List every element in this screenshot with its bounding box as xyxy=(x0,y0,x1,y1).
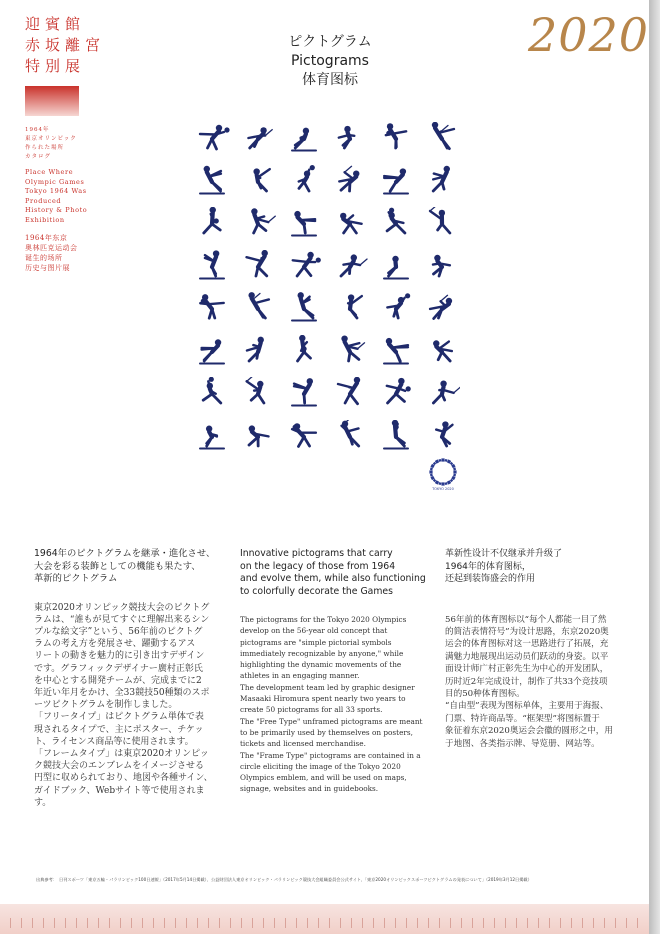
wrestling-icon xyxy=(426,420,460,450)
body-line: Olympics emblem, and will be used on maps, xyxy=(240,773,407,783)
english-column xyxy=(240,548,435,795)
weightlifting-icon xyxy=(380,420,414,450)
water-polo-icon xyxy=(334,420,368,450)
surfing-icon xyxy=(242,377,276,407)
rugby-icon xyxy=(288,335,322,365)
body-line: 東京2020オリンピック競技大会のピクトグ xyxy=(34,602,210,613)
basketball-3x3-icon xyxy=(196,122,230,152)
body-line: 历时近2年完成设计，制作了共33个竞技项 xyxy=(445,676,608,687)
athletics-icon xyxy=(334,122,368,152)
baseball-icon xyxy=(426,122,460,152)
canoe-sprint-icon xyxy=(380,165,414,195)
english-lead: Innovative pictograms that carry on the legacy of those from 1964 and evolve them, while also functioning to colorfully decorate the Games xyxy=(240,548,426,597)
body-line: 目的50种体育图标。 xyxy=(445,688,525,699)
cycling-bmx-freestyle-icon xyxy=(426,165,460,195)
japanese-body xyxy=(34,602,224,809)
diving-icon xyxy=(380,207,414,237)
marathon-swimming-icon xyxy=(380,292,414,322)
body-line: highlighting the dynamic movements of the xyxy=(240,660,402,670)
body-line: す。 xyxy=(34,797,52,808)
skateboarding-icon xyxy=(426,335,460,365)
japanese-column xyxy=(34,548,224,809)
body-line: 的简洁表情符号”为设计思路，东京2020奥 xyxy=(445,626,609,637)
brand-line-3: 特別展 xyxy=(25,57,86,75)
table-tennis-icon xyxy=(334,377,368,407)
hockey-icon xyxy=(196,292,230,322)
football-icon xyxy=(334,250,368,280)
body-line: The pictograms for the Tokyo 2020 Olympics xyxy=(240,615,407,624)
beach-volleyball-icon xyxy=(242,165,276,195)
sport-climbing-icon xyxy=(196,377,230,407)
golf-icon xyxy=(380,250,414,280)
japanese-lead: 1964年のピクトグラムを継承・進化させ、 大会を彩る装飾としての機能も果たす、 革新的ピクトグラム xyxy=(34,548,216,584)
body-line: 运会的体育图标对这一思路进行了拓展，充 xyxy=(445,639,609,650)
page-edge xyxy=(649,0,660,934)
chinese-body xyxy=(445,614,635,750)
karate-kata-icon xyxy=(288,292,322,322)
body-line: ガイドブック、Webサイト等で使用されま xyxy=(34,785,205,796)
body-line: athletes in an engaging manner. xyxy=(240,671,360,681)
body-line: 「フレームタイプ」は東京2020オリンピッ xyxy=(34,748,209,759)
body-line: 满魅力地展现出运动员们跃动的身姿。以平 xyxy=(445,651,609,662)
body-line: 象征着东京2020奥运会会徽的圆形之中，用 xyxy=(445,726,613,737)
equestrian-jumping-icon xyxy=(242,250,276,280)
body-line: 円型に収められており、地図や各種サイン、 xyxy=(34,773,213,784)
tennis-icon xyxy=(426,377,460,407)
body-line: 面设计师广村正彰先生为中心的开发团队， xyxy=(445,664,609,675)
fencing-icon xyxy=(288,250,322,280)
chinese-exhibition-title: 1964年东京 奥林匹克运动会 诞生的场所 历史与图片展 xyxy=(25,234,78,272)
brand-line-1: 迎賓館 xyxy=(25,15,86,33)
body-line: create 50 pictograms for all 33 sports. xyxy=(240,705,383,715)
title-chinese: 体育图标 xyxy=(302,72,358,88)
tokyo-2020-emblem-icon xyxy=(426,458,460,494)
body-line: signage, websites and in guidebooks. xyxy=(240,784,379,794)
emblem-label: TOKYO 2020 xyxy=(432,487,454,491)
cycling-bmx-racing-icon xyxy=(196,207,230,237)
body-line: The "Free Type" unframed pictograms are meant xyxy=(240,716,423,726)
body-line: プルな絵文字”という、56年前のピクトグ xyxy=(34,626,203,637)
chinese-lead: 革新性设计不仅继承并升级了 1964年的体育图标， 还起到装饰盛会的作用 xyxy=(445,549,563,584)
badminton-icon xyxy=(380,122,414,152)
body-line: circle eliciting the image of the Tokyo 2020 xyxy=(240,761,401,771)
body-line: ト、ライセンス商品等に使用されます。 xyxy=(34,736,194,747)
basketball-icon xyxy=(196,165,230,195)
equestrian-eventing-icon xyxy=(196,250,230,280)
shooting-icon xyxy=(380,335,414,365)
body-line: tickets and licensed merchandise. xyxy=(240,739,366,749)
body-line: ク競技大会のエンブレムをイメージさせる xyxy=(34,761,205,772)
body-line: develop on the 56-year old concept that xyxy=(240,626,388,636)
body-line: 現されるタイプで、主にポスター、チケッ xyxy=(34,724,204,735)
sailing-icon xyxy=(334,335,368,365)
handball-icon xyxy=(426,250,460,280)
chinese-column xyxy=(445,548,635,750)
trampoline-icon xyxy=(196,420,230,450)
exhibition-brand xyxy=(25,14,106,273)
body-line: “自由型”表现为图标单体，主要用于海报、 xyxy=(445,701,609,712)
pictogram-grid xyxy=(196,122,472,500)
body-line: ラムは、“誰もが見てすぐに理解出来るシン xyxy=(34,614,210,625)
volleyball-icon xyxy=(288,420,322,450)
body-line: を中心とする開発チームが、完成までに2 xyxy=(34,675,202,686)
ruler-ticks xyxy=(10,918,639,928)
brand-line-2: 赤坂離宮 xyxy=(25,36,106,54)
rowing-icon xyxy=(242,335,276,365)
body-line: immediately recognizable by anyone," while xyxy=(240,648,404,658)
gradient-block xyxy=(25,86,79,116)
body-line: 于地图、各类指示牌、导览册、网站等。 xyxy=(445,738,600,749)
year-heading: 2020 xyxy=(528,8,650,62)
body-line: ーツピクトグラムを制作しました。 xyxy=(34,700,178,711)
body-line: リートの動きを魅力的に引き出すデザイン xyxy=(34,651,205,662)
boxing-icon xyxy=(288,165,322,195)
swimming-icon xyxy=(288,377,322,407)
body-line: pictograms are "simple pictorial symbols xyxy=(240,637,392,647)
title-japanese: ピクトグラム xyxy=(288,34,372,50)
small-japanese-caption: 1964年 東京オリンピック 作られた場所 カタログ xyxy=(25,127,77,160)
body-line: 门票、特许商品等。“框架型”将图标置于 xyxy=(445,713,600,724)
english-exhibition-title: Place Where Olympic Games Tokyo 1964 Was Produced History & Photo Exhibition xyxy=(25,168,88,224)
english-body xyxy=(240,614,435,795)
body-line: Masaaki Hiromura spent nearly two years to xyxy=(240,694,406,704)
body-line: 「フリータイプ」はピクトグラム単体で表 xyxy=(34,712,204,723)
body-line: 年近い年月をかけ、全33競技50種類のスポ xyxy=(34,687,210,698)
judo-icon xyxy=(242,292,276,322)
triathlon-icon xyxy=(242,420,276,450)
body-line: The "Frame Type" pictograms are contained in a xyxy=(240,750,421,760)
canoe-slalom-icon xyxy=(334,165,368,195)
modern-pentathlon-icon xyxy=(426,292,460,322)
body-line: The development team led by graphic designer xyxy=(240,682,415,692)
body-line: to be primarily used by themselves on posters, xyxy=(240,727,413,737)
cycling-track-icon xyxy=(334,207,368,237)
title-english: Pictograms xyxy=(291,53,369,69)
body-line: です。グラフィックデザイナー廣村正彰氏 xyxy=(34,663,203,674)
cycling-road-icon xyxy=(288,207,322,237)
page-title xyxy=(240,32,420,90)
body-line: 56年前的体育图标以“每个人都能一目了然 xyxy=(445,614,607,625)
rhythmic-gymnastics-icon xyxy=(196,335,230,365)
artistic-gymnastics-icon xyxy=(288,122,322,152)
karate-kumite-icon xyxy=(334,292,368,322)
body-line: ラムの考え方を発展させ、躍動するアス xyxy=(34,639,196,650)
bottom-color-band xyxy=(0,904,649,934)
source-footnote: 出典参考： 日刊スポーツ「東京五輪・パラリンピック100日速報」（2017年5月14日掲載）、公益財団法人東京オリンピック・パラリンピック競技大会組織委員会公式サイト、「東京2020オリンピックスポーツピクトグラムの発表について」（2019年3月12日掲載） xyxy=(36,877,532,882)
archery-icon xyxy=(242,122,276,152)
cycling-mountain-bike-icon xyxy=(242,207,276,237)
equestrian-dressage-icon xyxy=(426,207,460,237)
taekwondo-icon xyxy=(380,377,414,407)
